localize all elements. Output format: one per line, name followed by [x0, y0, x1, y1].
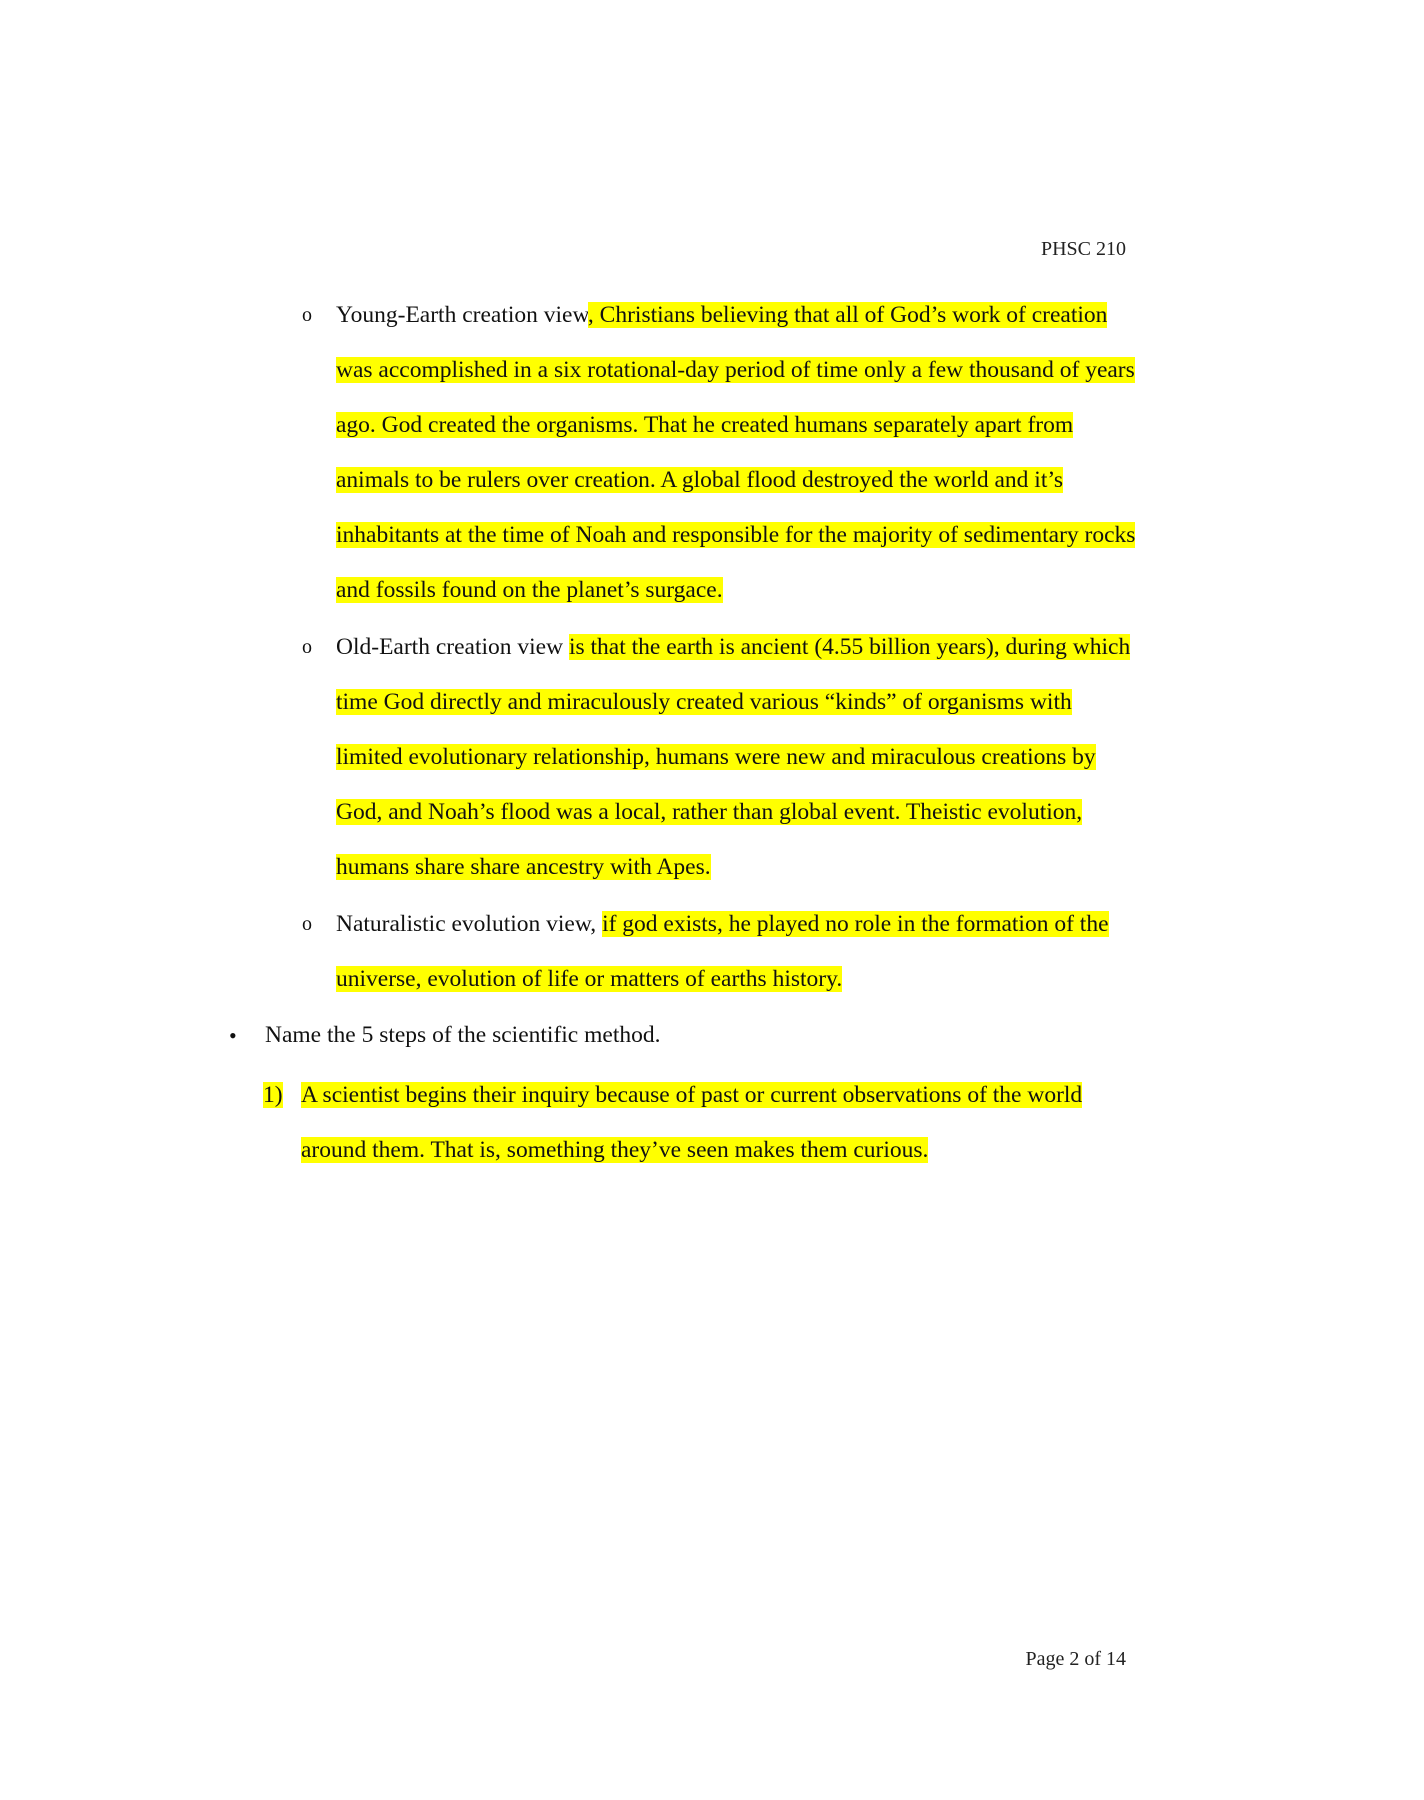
page-footer: Page 2 of 14 — [1025, 1648, 1126, 1670]
item-plain-text: Naturalistic evolution view, — [336, 911, 603, 937]
list-item-young-earth — [302, 288, 1136, 618]
item-plain-text: Young-Earth creation view — [336, 302, 588, 328]
item-highlighted-text: , Christians believing that all of God’s work of creation was accomplished in a six rotational-day period of time only a few thousand of years ago. God created the organisms. That he created humans separately apart from animals to be rulers over creation. A global flood destroyed the world and it’s inhabitants at the time of Noah and responsible for the majority of sedimentary rocks and fossils found on the planet’s surgace. — [336, 302, 1136, 603]
list-item-old-earth — [302, 620, 1136, 895]
list-item-naturalistic — [302, 897, 1136, 1007]
item-highlighted-text: is that the earth is ancient (4.55 billion years), during which time God directly and miraculously created various “kinds” of organisms with limited evolutionary relationship, humans were new and miraculous creations by God, and Noah’s flood was a local, rather than global event. Theistic evolution, humans share share ancestry with Apes. — [336, 634, 1131, 880]
circle-bullet-icon: o — [302, 913, 312, 935]
number-marker: 1) — [263, 1082, 283, 1108]
item-highlighted-text: if god exists, he played no role in the formation of the universe, evolution of life or matters of earths history. — [336, 911, 1109, 992]
numbered-item-1 — [263, 1068, 1101, 1178]
item-plain-text: Old-Earth creation view — [336, 634, 569, 660]
page-header: PHSC 210 — [1040, 238, 1126, 260]
list-item-question — [229, 1008, 1125, 1063]
question-text: Name the 5 steps of the scientific method. — [265, 1022, 661, 1048]
answer-text: A scientist begins their inquiry because of past or current observations of the world around them. That is, something they’ve seen makes them curious. — [301, 1082, 1083, 1163]
circle-bullet-icon: o — [302, 304, 312, 326]
circle-bullet-icon: o — [302, 636, 312, 658]
bullet-dot-icon: • — [229, 1023, 237, 1048]
